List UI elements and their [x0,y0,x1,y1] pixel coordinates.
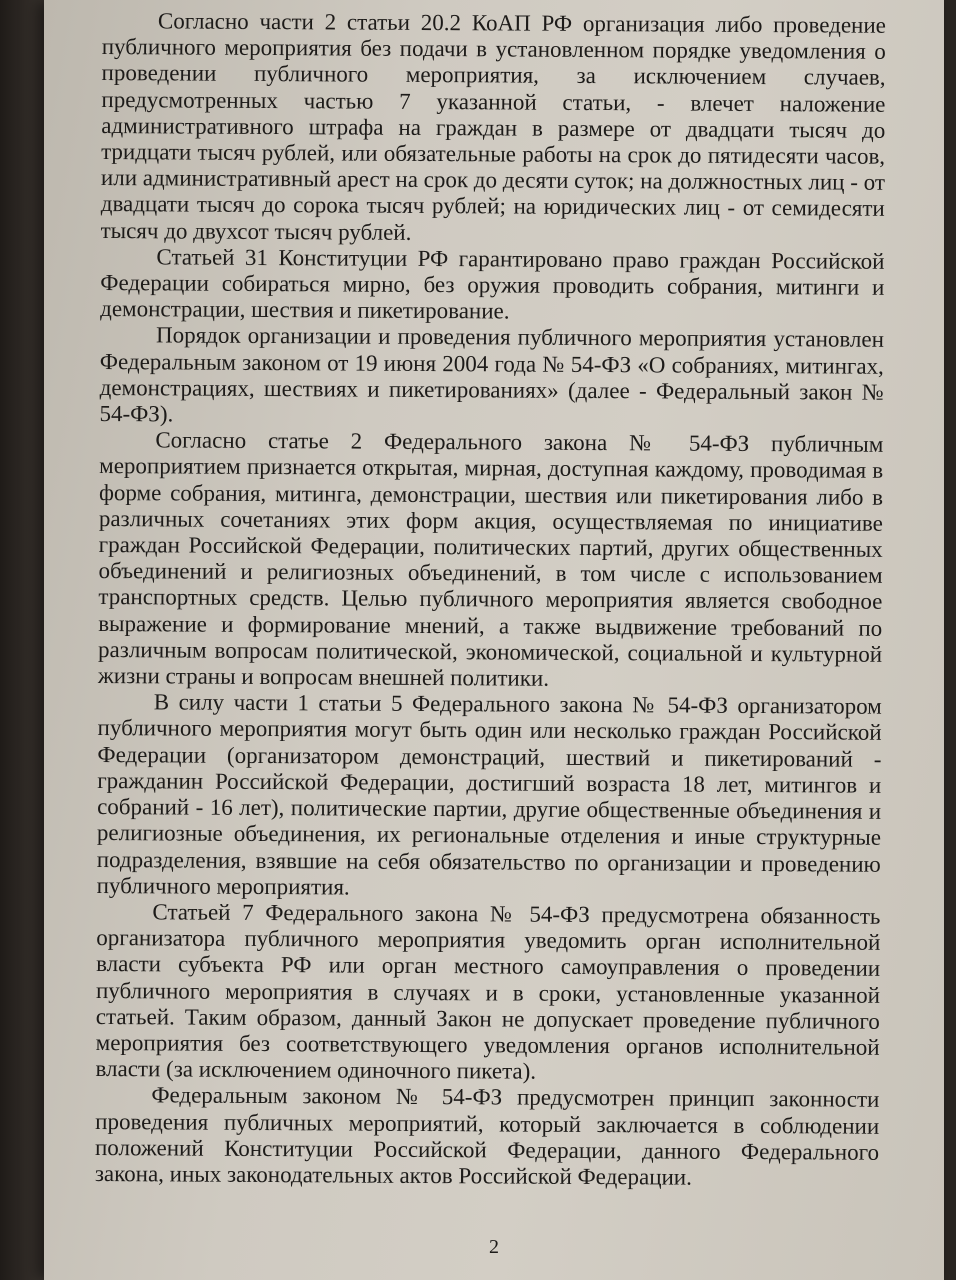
paragraph: Порядок организации и проведения публичного мероприятия установлен Федеральным законом от 19 июня 2004 года № 54-ФЗ «О собраниях, митингах, демонстрациях, шествиях и пикетированиях» (далее - Федеральный закон № 54-ФЗ). [99,322,885,427]
paragraph: Федеральным законом № 54-ФЗ предусмотрен принцип законности проведения публичных мероприятий, который заключается в соблюдении положений Конституции Российской Федерации, данного Федерального закона, иных законодательных актов Российской Федерации. [94,1082,880,1190]
paragraph: Согласно статье 2 Федерального закона № 54-ФЗ публичным мероприятием признается открытая, мирная, доступная каждому, проводимая в форме собрания, митинга, демонстрации, шествия или пикетирования либо в различных сочетаниях этих форм акция, осуществляемая по инициативе граждан Российской Федерации, политических партий, других общественных объединений и религиозных объединений, в том числе с использованием транспортных средств. Целью публичного мероприятия является свободное выражение и формирование мнений, а также выдвижение требований по различным вопросам политической, экономической, социальной и культурной жизни страны и вопросам внешней политики. [97,427,884,691]
paragraph: Статьей 7 Федерального закона № 54-ФЗ предусмотрена обязанность организатора публичного мероприятия уведомить орган исполнительной власти субъекта РФ или орган местного самоуправления о проведении публичного мероприятия в случаях и в сроки, установленные указанной статьей. Таким образом, данный Закон не допускает проведение публичного мероприятия без соответствующего уведомления органов исполнительной власти (за исключением одиночного пикета). [95,899,881,1084]
document-page [44,0,944,1280]
paragraph: Согласно части 2 статьи 20.2 КоАП РФ организация либо проведение публичного мероприятия без подачи в установленном порядке уведомления о проведении публичного мероприятия, за исключением случаев, предусмотренных частью 7 указанной статьи, - влечет наложение административного штрафа на граждан в размере от двадцати тысяч до тридцати тысяч рублей, или обязательные работы на срок до пятидесяти часов, или административный арест на срок до десяти суток; на должностных лиц - от двадцати тысяч до сорока тысяч рублей; на юридических лиц - от семидесяти тысяч до двухсот тысяч рублей. [100,8,886,245]
document-body [95,8,886,1192]
paragraph: В силу части 1 статьи 5 Федерального закона № 54-ФЗ организатором публичного мероприятия могут быть один или несколько граждан Российской Федерации (организатором демонстраций, шествий и пикетирований - гражданин Российской Федерации, достигший возраста 18 лет, митингов и собраний - 16 лет), политические партии, другие общественные объединения и религиозные объединения, их региональные отделения и иные структурные подразделения, взявшие на себя обязательство по организации и проведению публичного мероприятия. [96,689,882,900]
page-number: 2 [489,1236,499,1258]
background-edge [0,0,44,1280]
paragraph: Статьей 31 Конституции РФ гарантировано право граждан Российской Федерации собираться мирно, без оружия проводить собрания, митинги и демонстрации, шествия и пикетирование. [100,244,885,324]
